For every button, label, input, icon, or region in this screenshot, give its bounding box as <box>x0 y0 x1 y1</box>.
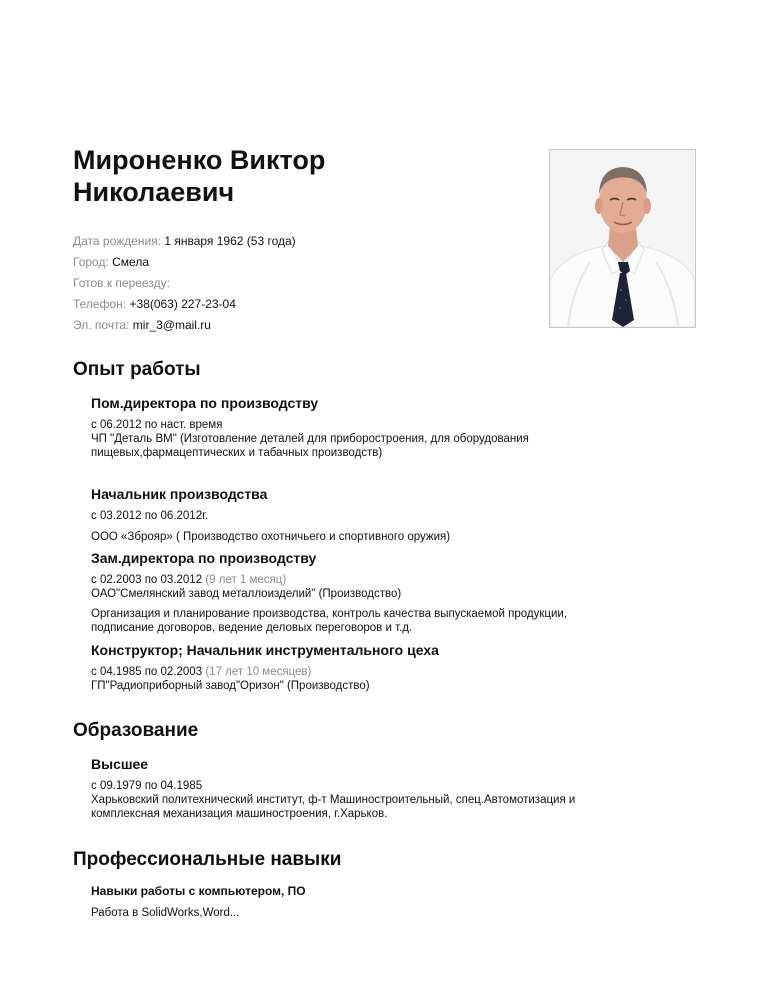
education-period: с 09.1979 по 04.1985 <box>91 780 203 792</box>
job-4-period: с 04.1985 по 02.2003 <box>91 666 203 678</box>
email-label: Эл. почта: <box>73 318 130 332</box>
education-line-1: Харьковский политехнический институт, ф-т Машиностроительный, спец.Автомотизация и <box>91 794 576 806</box>
portrait-illustration <box>550 150 695 327</box>
job-3-title: Зам.директора по производству <box>91 550 317 566</box>
candidate-name <box>73 144 325 208</box>
job-2-title: Начальник производства <box>91 486 268 502</box>
name-line-2: Николаевич <box>73 177 235 207</box>
job-4-company: ГП"Радиоприборный завод"Оризон" (Производство) <box>91 680 370 692</box>
job-4-duration: (17 лет 10 месяцев) <box>205 666 312 678</box>
job-1-company: ЧП "Деталь ВМ" (Изготовление деталей для приборостроения, для оборудования <box>91 433 529 445</box>
skills-subtitle: Навыки работы с компьютером, ПО <box>91 884 306 898</box>
profile-photo <box>549 149 696 328</box>
birth-label: Дата рождения: <box>73 234 161 248</box>
phone-label: Телефон: <box>73 297 127 311</box>
city-value: Смела <box>112 255 150 269</box>
education-heading: Образование <box>73 720 199 741</box>
job-3-company: ОАО"Смелянский завод металлоизделий" (Производство) <box>91 588 402 600</box>
city-row <box>73 253 296 274</box>
phone-value: +38(063) 227-23-04 <box>129 297 236 311</box>
email-row <box>73 316 296 337</box>
relocate-row <box>73 274 296 295</box>
birth-value: 1 января 1962 (53 года) <box>164 234 296 248</box>
birth-row <box>73 232 296 253</box>
phone-row <box>73 295 296 316</box>
city-label: Город: <box>73 255 109 269</box>
job-3-period-row <box>91 573 691 587</box>
relocate-label: Готов к переезду: <box>73 276 170 290</box>
job-3-duration: (9 лет 1 месяц) <box>205 574 287 586</box>
education-level: Высшее <box>91 756 149 772</box>
education-line-2: комплексная механизация машиностроения, г.Харьков. <box>91 808 388 820</box>
email-value: mir_3@mail.ru <box>132 318 211 332</box>
job-3-period: с 02.2003 по 03.2012 <box>91 574 203 586</box>
job-1-period: с 06.2012 по наст. время <box>91 419 223 431</box>
job-3-duties-line-2: подписание договоров, ведение деловых переговоров и т.д. <box>91 622 413 634</box>
personal-info <box>73 232 296 337</box>
experience-heading: Опыт работы <box>73 359 201 380</box>
job-1-title: Пом.директора по производству <box>91 395 319 411</box>
skills-heading: Профессиональные навыки <box>73 849 342 870</box>
job-4-title: Конструктор; Начальник инструментального цеха <box>91 642 439 658</box>
job-1-company-line-2: пищевых,фармацептических и табачных производств) <box>91 447 383 459</box>
skills-text: Работа в SolidWorks,Word... <box>91 907 240 919</box>
job-2-period: с 03.2012 по 06.2012г. <box>91 510 209 522</box>
job-2-company: ООО «Зброяр» ( Производство охотничьего и спортивного оружия) <box>91 531 451 543</box>
name-line-1: Мироненко Виктор <box>73 145 326 175</box>
job-4-period-row <box>91 665 691 679</box>
job-3-duties-line-1: Организация и планирование производства, контроль качества выпускаемой продукции, <box>91 608 568 620</box>
